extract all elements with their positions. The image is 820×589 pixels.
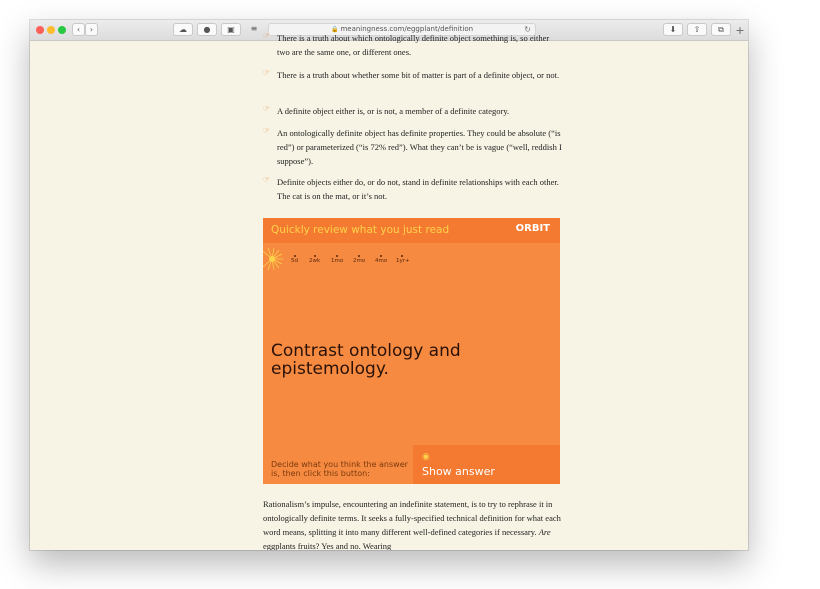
sun-icon bbox=[260, 247, 284, 271]
orbit-logo[interactable]: ORBIT bbox=[515, 223, 550, 234]
paragraph-text: eggplants fruits? Yes and no. Wearing bbox=[263, 541, 392, 550]
review-prompt: Decide what you think the answer is, then click this button: bbox=[271, 460, 408, 478]
bullet-icon: ☞ bbox=[263, 104, 271, 113]
bullet-icon: ☞ bbox=[263, 31, 271, 40]
bullet-icon: ☞ bbox=[263, 126, 271, 135]
orbit-header bbox=[263, 218, 560, 243]
paragraph-emphasis: Are bbox=[538, 527, 551, 537]
reader-icon: ≡ bbox=[250, 24, 258, 33]
list-item-text: An ontologically definite object has definite properties. They could be absolute (“is red”) or parameterized (“is 72% red”). What they can’t be is vague (“well, reddish I suppose”). bbox=[277, 128, 562, 166]
show-answer-label: Show answer bbox=[422, 465, 495, 478]
extension-icon: ● bbox=[203, 25, 211, 34]
eye-icon: ◉ bbox=[422, 452, 430, 462]
paragraph-text: Rationalism’s impulse, encountering an indefinite statement, is to try to rephrase it in ontologically definite terms. It seeks a fully-specified technical definition for what each word means, splitting it into many different well-defined categories if necessary. bbox=[263, 499, 561, 537]
bullet-icon: ☞ bbox=[263, 68, 271, 77]
list-item bbox=[263, 175, 563, 203]
orbit-review-widget: Quickly review what you just read ORBIT 5d 2wk 1mo 2mo 4mo 1yr+ Contrast ontology and epistemology. Decide what you think the answer is, then click this button: ◉ Show answer bbox=[263, 218, 560, 484]
list-item-text: A definite object either is, or is not, a member of a definite category. bbox=[277, 106, 510, 116]
cloud-icon: ☁ bbox=[179, 25, 187, 34]
list-item bbox=[263, 68, 563, 82]
share-icon: ⇧ bbox=[693, 25, 701, 34]
orbit-heading: Quickly review what you just read bbox=[271, 224, 450, 236]
list-item bbox=[263, 126, 563, 168]
tabs-icon: ⧉ bbox=[718, 25, 724, 34]
browser-window bbox=[30, 20, 748, 550]
download-icon: ⬇ bbox=[669, 25, 677, 34]
page-viewport bbox=[30, 20, 748, 550]
list-item-text: Definite objects either do, or do not, stand in definite relationships with each other. The cat is on the mat, or it’s not. bbox=[277, 177, 559, 201]
reload-icon[interactable]: ↻ bbox=[524, 25, 531, 34]
show-answer-button[interactable] bbox=[413, 445, 560, 484]
list-item bbox=[263, 104, 563, 118]
lock-icon: 🔒 bbox=[330, 26, 339, 33]
review-question: Contrast ontology and epistemology. bbox=[271, 341, 461, 379]
url-text: meaningness.com/eggplant/definition bbox=[340, 25, 474, 33]
bullet-icon: ☞ bbox=[263, 175, 271, 184]
disk-icon: ▣ bbox=[227, 25, 235, 34]
list-item-text: There is a truth about whether some bit of matter is part of a definite object, or not. bbox=[277, 70, 560, 80]
list-item-text: There is a truth about which ontologically definite object something is, so either two are the same one, or different ones. bbox=[277, 33, 550, 57]
new-tab-button[interactable]: + bbox=[735, 24, 745, 37]
article-paragraph bbox=[263, 497, 563, 550]
chevron-left-icon: ‹ bbox=[76, 25, 81, 34]
list-item bbox=[263, 31, 563, 59]
chevron-right-icon: › bbox=[89, 25, 94, 34]
